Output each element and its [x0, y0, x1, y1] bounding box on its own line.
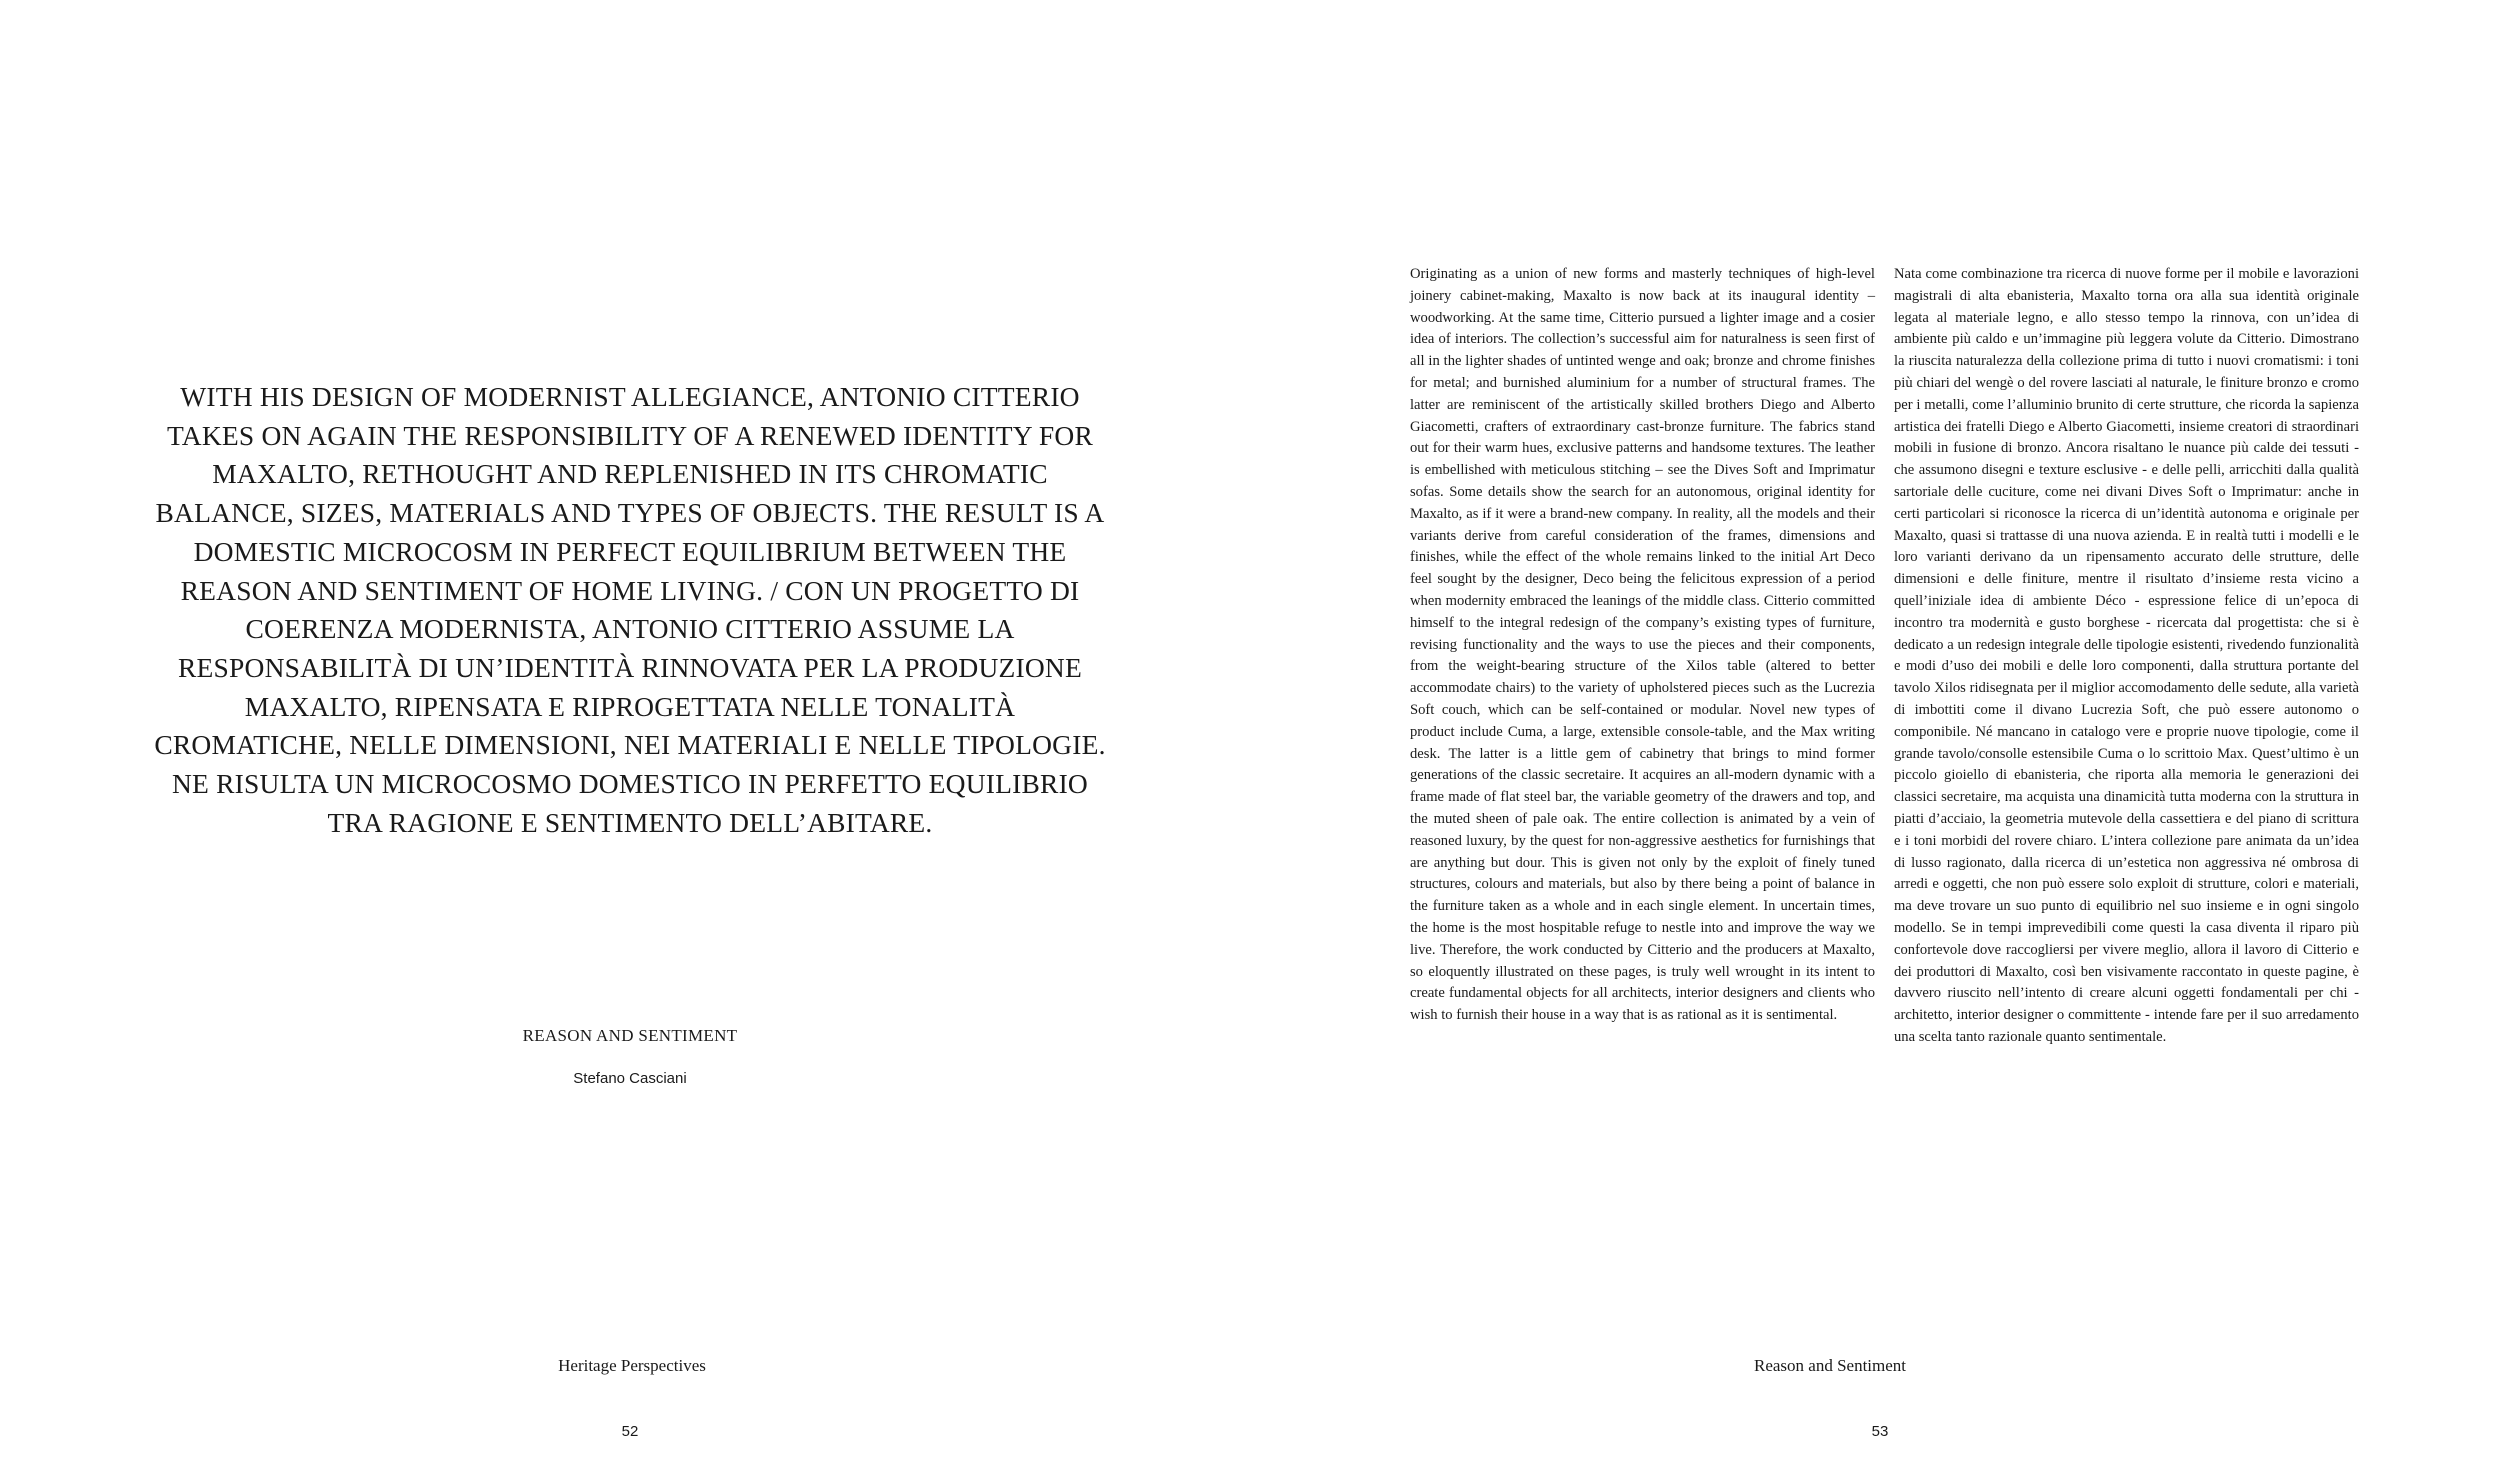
- body-text-english: Originating as a union of new forms and masterly techniques of high-level joinery cabinet-making, Maxalto is now back at its inaugural identity – woodworking. At the same time, Citterio pursued a lighter image and a cosier idea of interiors. The collection’s successful aim for naturalness is seen first of all in the lighter shades of untinted wenge and oak; bronze and chrome finishes for metal; and burnished aluminium for a number of structural frames. The latter are reminiscent of the artistically skilled brothers Diego and Alberto Giacometti, crafters of extraordinary cast-bronze furniture. The fabrics stand out for their warm hues, exclusive patterns and handsome textures. The leather is embellished with meticulous stitching – see the Dives Soft and Imprimatur sofas. Some details show the search for an autonomous, original identity for Maxalto, as if it were a brand-new company. In reality, all the models and their variants derive from careful consideration of the frames, dimensions and finishes, while the effect of the whole remains linked to the initial Art Deco feel sought by the designer, Deco being the felicitous expression of a period when modernity embraced the leanings of the middle class. Citterio committed himself to the integral redesign of the company’s existing types of furniture, revising functionality and the ways to use the pieces and their components, from the weight-bearing structure of the Xilos table (altered to better accommodate chairs) to the variety of upholstered pieces such as the Lucrezia Soft couch, which can be self-contained or modular. Novel new types of product include Cuma, a large, extensible console-table, and the Max writing desk. The latter is a little gem of cabinetry that brings to mind former generations of the classic secretaire. It acquires an all-modern dynamic with a frame made of flat steel bar, the variable geometry of the drawers and top, and the muted sheen of pale oak. The entire collection is animated by a vein of reasoned luxury, by the quest for non-aggressive aesthetics for furnishings that are anything but dour. This is given not only by the exploit of finely tuned structures, colours and materials, but also by there being a point of balance in the furniture taken as a whole and in each single element. In uncertain times, the home is the most hospitable refuge to nestle into and improve the way we live. Therefore, the work conducted by Citterio and the producers at Maxalto, so eloquently illustrated on these pages, is truly well wrought in its intent to create fundamental objects for all architects, interior designers and clients who wish to furnish their house in a way that is as rational as it is sentimental.: [1410, 266, 1875, 1024]
- body-text-italian: Nata come combinazione tra ricerca di nuove forme per il mobile e lavorazioni magistrali di alta ebanisteria, Maxalto torna ora alla sua identità originale legata al materiale legno, e allo stesso tempo la rinnova, con un’idea di ambiente più caldo e un’immagine più leggera volute da Citterio. Dimostrano la riuscita naturalezza della collezione prima di tutto i nuovi cromatismi: i toni più chiari del wengè o del rovere lasciati al naturale, le finiture bronzo e cromo per i metalli, come l’alluminio brunito di certe strutture, che ricorda la sapienza artistica dei fratelli Diego e Alberto Giacometti, insieme creatori di straordinari mobili in fusione di bronzo. Ancora risaltano le nuance più calde dei tessuti - che assumono disegni e texture esclusive - e delle pelli, arricchiti dalla qualità sartoriale delle cuciture, come nei divani Dives Soft o Imprimatur: anche in certi particolari si riconosce la ricerca di un’identità autonoma e originale per Maxalto, quasi si trattasse di una nuova azienda. E in realtà tutti i modelli e le loro varianti derivano da un ripensamento accurato delle strutture, delle dimensioni e delle finiture, mentre il risultato d’insieme resta vicino a quell’iniziale idea di ambiente Déco - espressione felice di un’epoca di incontro tra modernità e gusto borghese - ricercata dal progettista: che si è dedicato a un redesign integrale delle tipologie esistenti, rivedendo funzionalità e modi d’uso dei mobili e delle loro componenti, dalla struttura portante del tavolo Xilos ridisegnata per il miglior accomodamento delle sedute, alla varietà di imbottiti come il divano Lucrezia Soft, che può essere autonomo o componibile. Né mancano in catalogo vere e proprie nuove tipologie, come il grande tavolo/consolle estensibile Cuma o lo scrittoio Max. Quest’ultimo è un piccolo gioiello di ebanisteria, che riporta alla memoria le generazioni dei classici secretaire, ma acquista una dinamicità tutta moderna con la struttura in piatti d’acciaio, la geometria mutevole della cassettiera e del piano di scrittura e i toni morbidi del rovere chiaro. L’intera collezione pare animata da un’idea di lusso ragionato, dalla ricerca di un’estetica non aggressiva né ombrosa di arredi e oggetti, che non può essere solo exploit di strutture, colori e materiali, ma deve trovare un suo punto di equilibrio nel suo insieme e in ogni singolo modello. Se in tempi imprevedibili come questi la casa diventa il riparo più confortevole dove raccogliersi per vivere meglio, allora il lavoro di Citterio e dei produttori di Maxalto, così ben visivamente raccontato in queste pagine, è davvero riuscito nell’intento di creare alcuni oggetti fondamentali per chi - architetto, interior designer o committente - intende fare per il suo arredamento una scelta tanto razionale quanto sentimentale.: [1894, 266, 2359, 1045]
- intro-text: WITH HIS DESIGN OF MODERNIST ALLEGIANCE, ANTONIO CITTERIO TAKES ON AGAIN THE RESPONSIBILITY OF A RENEWED IDENTITY FOR MAXALTO, RETHOUGHT AND REPLENISHED IN ITS CHROMATIC BALANCE, SIZES, MATERIALS AND TYPES OF OBJECTS. THE RESULT IS A DOMESTIC MICROCOSM IN PERFECT EQUILIBRIUM BETWEEN THE REASON AND SENTIMENT OF HOME LIVING. / CON UN PROGETTO DI COERENZA MODERNISTA, ANTONIO CITTERIO ASSUME LA RESPONSABILITÀ DI UN’IDENTITÀ RINNOVATA PER LA PRODUZIONE MAXALTO, RIPENSATA E RIPROGETTATA NELLE TONALITÀ CROMATICHE, NELLE DIMENSIONI, NEI MATERIALI E NELLE TIPOLOGIE. NE RISULTA UN MICROCOSMO DOMESTICO IN PERFETTO EQUILIBRIO TRA RAGIONE E SENTIMENTO DELL’ABITARE.: [154, 381, 1106, 838]
- article-title: REASON AND SENTIMENT: [522, 1026, 738, 1045]
- running-head-left: Heritage Perspectives: [558, 1356, 706, 1375]
- page-number-left: 52: [621, 1423, 639, 1440]
- running-head-right: Reason and Sentiment: [1753, 1356, 1907, 1375]
- page-number-right: 53: [1871, 1423, 1889, 1440]
- author-name: Stefano Casciani: [573, 1070, 687, 1087]
